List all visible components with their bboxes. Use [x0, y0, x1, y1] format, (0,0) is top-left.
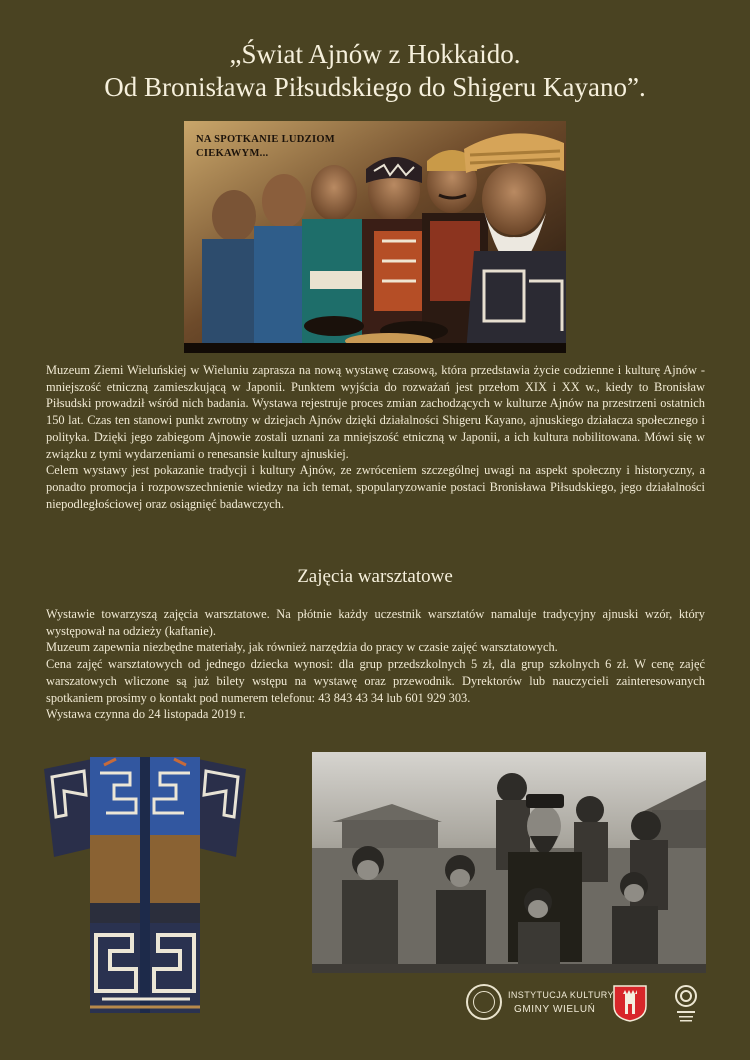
intro-text: [46, 362, 705, 512]
municipal-culture-emblem-icon: [466, 984, 502, 1020]
workshop-text: [46, 606, 705, 723]
hero-caption-line-1: NA SPOTKANIE LUDZIOM: [196, 134, 336, 145]
hero-caption: [196, 133, 335, 161]
sponsor-logos: [466, 984, 706, 1026]
intro-paragraph-1: Muzeum Ziemi Wieluńskiej w Wieluniu zaprasza na nową wystawę czasową, która przedstawia życie codzienne i kulturę Ajnów - mniejszość etniczną zamieszkującą w Japonii. Punktem wyjścia do rozważań jest przełom XIX i XX w., kiedy to Bronisław Piłsudski prowadził wśród nich badania. Wystawa rejestruje proces zmian zachodzących w kulturze Ajnów na przestrzeni ostatnich 150 lat. Czas ten stanowi punkt zwrotny w dziejach Ajnów dzięki działalności Shigeru Kayano, ajnuskiego działacza społecznego i polityka. Dzięki jego zabiegom Ajnowie zostali uznani za mniejszość etniczną w Japonii, a ich kultura nobilitowana. Mówi się w związku z tymi wydarzeniami o renesansie kultury ajnuskiej.: [46, 363, 705, 461]
intro-paragraph-2: Celem wystawy jest pokazanie tradycji i kultury Ajnów, ze zwróceniem szczególnej uwagi na aspekt społeczny i historyczny, a ponadto promocja i rozpowszechnienie wiedzy na ich temat, spopularyzowanie postaci Bronisława Piłsudskiego, jego działalności niepodległościowej oraz osiągnięć badawczych.: [46, 463, 705, 511]
historic-photo-image: [312, 752, 706, 973]
museum-logo-icon: [672, 984, 700, 1026]
workshop-paragraph-2: Muzeum zapewnia niezbędne materiały, jak również narzędzia do pracy w czasie zajęć warsztatowych.: [46, 640, 558, 655]
historic-photo-pilsudski-children: [312, 752, 706, 973]
workshop-paragraph-4: Wystawa czynna do 24 listopada 2019 r.: [46, 707, 246, 722]
hero-photo-ainu-elders: [184, 121, 566, 353]
institution-line-1: INSTYTUCJA KULTURY: [508, 990, 614, 1000]
title-line-1: „Świat Ajnów z Hokkaido.: [229, 39, 521, 69]
hero-caption-line-2: CIEKAWYM...: [196, 148, 269, 159]
workshop-paragraph-3: Cena zajęć warsztatowych od jednego dziecka wynosi: dla grup przedszkolnych 5 zł, dla grup szkolnych 6 zł. W cenę zajęć warszatowych wliczone są już bilety wstępu na wystawę oraz przewodnik. Dyrektorów lub nauczycieli zainteresowanych spotkaniem prosimy o kontakt pod numerem telefonu: 43 843 43 34 lub 601 929 303.: [46, 657, 705, 705]
ainu-kaftan-image: [44, 755, 246, 1015]
workshop-paragraph-1: Wystawie towarzyszą zajęcia warsztatowe. Na płótnie każdy uczestnik warsztatów namaluje tradycyjny ajnuski wzór, który występował na odzieży (kaftanie).: [46, 607, 705, 638]
workshop-heading: Zajęcia warsztatowe: [297, 566, 453, 587]
poster-title: [0, 38, 750, 104]
kaftan-illustration: [44, 755, 246, 1015]
title-line-2: Od Bronisława Piłsudskiego do Shigeru Kayano”.: [104, 72, 646, 102]
institution-line-2: GMINY WIELUŃ: [514, 1004, 596, 1015]
wielun-coat-of-arms-icon: [612, 984, 648, 1022]
